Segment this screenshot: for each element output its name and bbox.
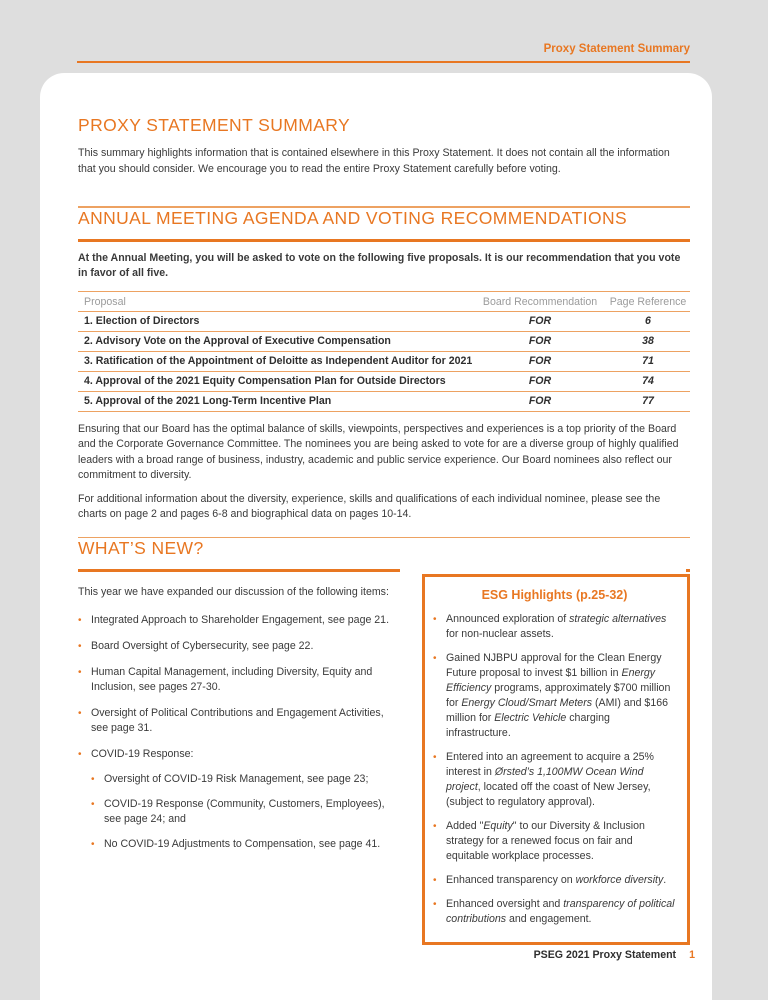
bullet-icon: • bbox=[433, 875, 437, 886]
emphasized-text: transparency of political contributions bbox=[446, 898, 675, 925]
plain-text: Enhanced transparency on bbox=[446, 874, 576, 886]
list-item bbox=[78, 665, 400, 695]
list-item-text bbox=[446, 873, 666, 888]
table-row bbox=[78, 331, 690, 351]
agenda-paragraph: For additional information about the diversity, experience, skills and qualifications of each individual nominee, please see the charts on page 2 and pages 6-8 and biographical data on pages 10-14. bbox=[78, 492, 661, 520]
agenda-title-underline bbox=[78, 239, 690, 242]
plain-text: . bbox=[663, 874, 667, 886]
sub-list-item bbox=[91, 837, 400, 852]
agenda-paragraph: Ensuring that our Board has the optimal balance of skills, viewpoints, perspectives and experiences is a top priority of the Board and the Corporate Governance Committee. The nominees you are being asked to vote for are a diverse group of highly qualified leaders with a broad range of business, industry, academic and public service experience. Our Board nominees also reflect our commitment to diversity. bbox=[78, 422, 679, 481]
page-header-rule bbox=[77, 61, 690, 63]
recommendation-cell: FOR bbox=[528, 315, 552, 327]
summary-section-title: PROXY STATEMENT SUMMARY bbox=[78, 115, 351, 135]
proposals-table-bottom-rule bbox=[78, 411, 690, 412]
esg-list-item bbox=[433, 750, 676, 810]
bullet-icon: • bbox=[91, 798, 95, 810]
page-reference-cell: 71 bbox=[642, 355, 654, 367]
proposal-cell: 5. Approval of the 2021 Long-Term Incentive Plan bbox=[84, 395, 332, 407]
whats-new-left-column bbox=[78, 585, 400, 873]
table-row bbox=[78, 371, 690, 391]
list-item-text bbox=[446, 651, 676, 741]
list-item-text: Human Capital Management, including Diversity, Equity and Inclusion, see pages 27-30. bbox=[91, 665, 373, 693]
plain-text: " to our Diversity & Inclusion strategy for a renewed focus on fair and equitable workplace processes. bbox=[446, 820, 645, 862]
bullet-icon: • bbox=[78, 707, 82, 719]
list-item-text: COVID-19 Response (Community, Customers, Employees), see page 24; and bbox=[104, 797, 385, 825]
recommendation-cell: FOR bbox=[528, 335, 552, 347]
recommendation-cell: FOR bbox=[528, 355, 552, 367]
agenda-paragraphs bbox=[78, 422, 690, 523]
list-item bbox=[78, 747, 400, 862]
document-page-card bbox=[40, 73, 712, 1000]
bullet-icon: • bbox=[91, 838, 95, 850]
bullet-icon: • bbox=[433, 752, 437, 763]
emphasized-text: Electric Vehicle bbox=[494, 712, 567, 724]
table-row bbox=[78, 351, 690, 371]
table-row bbox=[78, 391, 690, 411]
footer-document-label: PSEG 2021 Proxy Statement bbox=[533, 949, 677, 961]
column-header-proposal: Proposal bbox=[84, 295, 126, 308]
agenda-intro-text: At the Annual Meeting, you will be asked to vote on the following five proposals. It is our recommendation that you vote in favor of all five. bbox=[78, 251, 681, 279]
esg-highlights-box bbox=[422, 574, 690, 945]
plain-text: (AMI) and $166 million for bbox=[446, 697, 668, 724]
list-item-text bbox=[446, 819, 676, 864]
page-footer bbox=[534, 949, 695, 961]
plain-text: , located off the coast of New Jersey, (subject to regulatory approval). bbox=[446, 781, 651, 808]
bullet-icon: • bbox=[78, 640, 82, 652]
page-reference-cell: 38 bbox=[642, 335, 654, 347]
list-item-text bbox=[446, 750, 676, 810]
plain-text: Gained NJBPU approval for the Clean Energy Future proposal to invest $1 billion in bbox=[446, 652, 662, 679]
proposals-table-header-row bbox=[78, 291, 690, 311]
covid-sub-list bbox=[91, 772, 400, 852]
summary-body-text: This summary highlights information that is contained elsewhere in this Proxy Statement. It does not contain all the information that you should consider. We encourage you to read the entire Proxy Statement carefully before voting. bbox=[78, 147, 670, 175]
esg-list-item bbox=[433, 612, 676, 642]
emphasized-text: Ørsted’s 1,100MW Ocean Wind project bbox=[446, 766, 644, 793]
column-header-page-reference: Page Reference bbox=[609, 295, 687, 308]
bullet-icon: • bbox=[433, 653, 437, 664]
bullet-icon: • bbox=[78, 614, 82, 626]
list-item-text: COVID-19 Response: • Oversight of COVID-19 Risk Management, see page 23; • COVID-19 Response (Community, Customers, Employees), see page 24; and • No COVID-19 Adjustments to Compensation, see page 41. bbox=[91, 747, 400, 862]
emphasized-text: strategic alternatives bbox=[569, 613, 667, 625]
emphasized-text: workforce diversity bbox=[575, 874, 664, 886]
emphasized-text: Energy Efficiency bbox=[446, 667, 656, 694]
proposal-cell: 2. Advisory Vote on the Approval of Executive Compensation bbox=[84, 335, 391, 347]
esg-list-item bbox=[433, 897, 676, 927]
list-item-text: Board Oversight of Cybersecurity, see page 22. bbox=[91, 639, 314, 652]
list-item-text: Integrated Approach to Shareholder Engagement, see page 21. bbox=[91, 613, 390, 626]
bullet-icon: • bbox=[433, 614, 437, 625]
proposal-cell: 3. Ratification of the Appointment of Deloitte as Independent Auditor for 2021 bbox=[84, 355, 473, 367]
recommendation-cell: FOR bbox=[528, 395, 552, 407]
plain-text: charging infrastructure. bbox=[446, 712, 610, 739]
esg-list-item bbox=[433, 819, 676, 864]
plain-text: Entered into an agreement to acquire a 25% interest in bbox=[446, 751, 654, 778]
whats-new-columns bbox=[78, 572, 690, 945]
footer-page-number: 1 bbox=[689, 949, 695, 961]
proposal-cell: 1. Election of Directors bbox=[84, 315, 200, 327]
proposal-cell: 4. Approval of the 2021 Equity Compensation Plan for Outside Directors bbox=[84, 375, 446, 387]
bullet-icon: • bbox=[91, 773, 95, 785]
agenda-section-title: ANNUAL MEETING AGENDA AND VOTING RECOMMENDATIONS bbox=[78, 207, 628, 228]
plain-text: Enhanced oversight and bbox=[446, 898, 564, 910]
esg-highlights-title: ESG Highlights (p.25-32) bbox=[481, 588, 628, 602]
esg-highlights-list bbox=[433, 612, 676, 927]
emphasized-text: Energy Cloud/Smart Meters bbox=[461, 697, 593, 709]
emphasized-text: Equity bbox=[483, 820, 513, 832]
bullet-icon: • bbox=[78, 748, 82, 760]
page-reference-cell: 74 bbox=[642, 375, 654, 387]
bullet-icon: • bbox=[433, 899, 437, 910]
bullet-icon: • bbox=[433, 821, 437, 832]
page-header-label: Proxy Statement Summary bbox=[543, 43, 690, 55]
list-item-text: No COVID-19 Adjustments to Compensation, see page 41. bbox=[104, 837, 381, 850]
plain-text: programs, approximately $700 million for bbox=[446, 682, 671, 709]
page-reference-cell: 6 bbox=[645, 315, 651, 327]
proposals-table bbox=[78, 291, 690, 412]
plain-text: for non-nuclear assets. bbox=[446, 628, 554, 640]
column-header-board-recommendation: Board Recommendation bbox=[482, 295, 598, 308]
bullet-icon: • bbox=[78, 666, 82, 678]
sub-list-item bbox=[91, 797, 400, 827]
plain-text: and engagement. bbox=[506, 913, 592, 925]
recommendation-cell: FOR bbox=[528, 375, 552, 387]
list-item-text bbox=[446, 612, 676, 642]
list-item bbox=[78, 639, 400, 654]
list-item bbox=[78, 706, 400, 736]
sub-list-item bbox=[91, 772, 400, 787]
list-item-text: Oversight of Political Contributions and Engagement Activities, see page 31. bbox=[91, 706, 384, 734]
esg-list-item bbox=[433, 651, 676, 741]
whats-new-intro-text: This year we have expanded our discussion of the following items: bbox=[78, 586, 389, 598]
table-row bbox=[78, 311, 690, 331]
proposals-table-body bbox=[78, 311, 690, 411]
plain-text: Added " bbox=[446, 820, 484, 832]
list-item-text bbox=[446, 897, 676, 927]
plain-text: Announced exploration of bbox=[446, 613, 570, 625]
list-item-text: Oversight of COVID-19 Risk Management, see page 23; bbox=[104, 772, 369, 785]
whats-new-section-title: WHAT’S NEW? bbox=[78, 538, 204, 558]
page-reference-cell: 77 bbox=[642, 395, 654, 407]
whats-new-bullet-list bbox=[78, 613, 400, 862]
list-item bbox=[78, 613, 400, 628]
esg-list-item bbox=[433, 873, 676, 888]
